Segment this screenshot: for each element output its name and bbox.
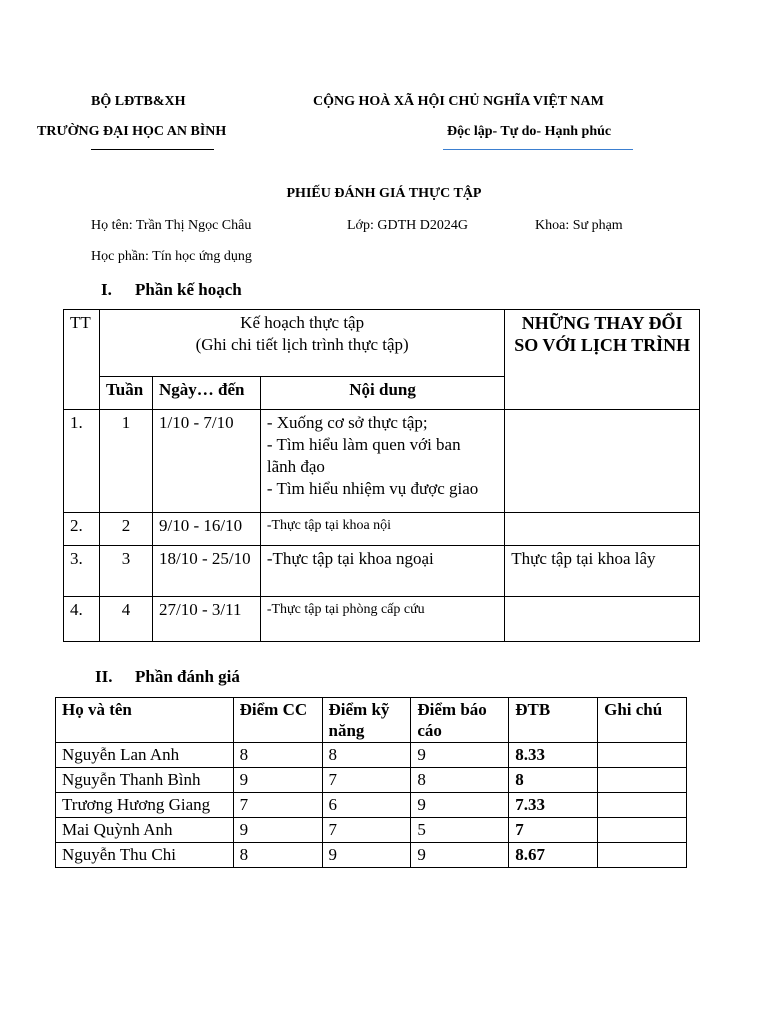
table-row [56,768,687,793]
content-line: lãnh đạo [266,457,325,476]
plan-row-tt: 4. [64,597,100,642]
table-row [56,843,687,868]
section-1-number: I. [101,280,112,299]
eval-report: 5 [411,818,509,843]
plan-row-change [505,513,700,546]
eval-name: Nguyễn Thu Chi [56,843,234,868]
eval-note [598,818,687,843]
plan-row-content: -Thực tập tại khoa ngoại [260,546,504,597]
plan-row-content: -Thực tập tại khoa nội [260,513,504,546]
plan-row-content [260,410,504,513]
eval-skill: 8 [322,743,411,768]
plan-row-week: 1 [99,410,152,513]
eval-report: 8 [411,768,509,793]
eval-note [598,743,687,768]
eval-cc: 8 [233,843,322,868]
university-name: TRƯỜNG ĐẠI HỌC AN BÌNH [37,124,227,139]
eval-skill: 7 [322,818,411,843]
content-line: - Xuống cơ sở thực tập; [266,413,428,432]
plan-title-cell [99,310,504,377]
section-2-number: II. [95,667,113,686]
national-title: CỘNG HOÀ XÃ HỘI CHỦ NGHĨA VIỆT NAM [313,94,604,109]
eval-col-cc: Điểm CC [233,698,322,743]
eval-col-note: Ghi chú [598,698,687,743]
plan-row-week: 4 [99,597,152,642]
eval-cc: 9 [233,818,322,843]
plan-table [63,309,700,642]
eval-average: 7 [509,818,598,843]
eval-cc: 9 [233,768,322,793]
content-line: - Tìm hiểu làm quen với ban [266,435,461,454]
plan-col-content: Nội dung [260,377,504,410]
eval-name: Trương Hương Giang [56,793,234,818]
plan-row-tt: 1. [64,410,100,513]
changes-title-line2: SO VỚI LỊCH TRÌNH [514,335,691,355]
eval-skill: 6 [322,793,411,818]
university-underline [91,149,214,150]
plan-row-change: Thực tập tại khoa lây [505,546,700,597]
table-row [56,818,687,843]
eval-col-report: Điểm báo cáo [411,698,509,743]
plan-row-change [505,410,700,513]
ministry-name: BỘ LĐTB&XH [91,94,186,109]
eval-report: 9 [411,743,509,768]
eval-note [598,843,687,868]
eval-col-skill: Điểm kỹ năng [322,698,411,743]
plan-row-tt: 2. [64,513,100,546]
plan-subtitle: (Ghi chi tiết lịch trình thực tập) [195,335,409,354]
section-1-title: Phần kế hoạch [135,280,242,299]
eval-note [598,768,687,793]
plan-row-date: 9/10 - 16/10 [152,513,260,546]
student-faculty: Khoa: Sư phạm [535,218,623,233]
student-name: Họ tên: Trần Thị Ngọc Châu [91,218,252,233]
plan-row-change [505,597,700,642]
plan-col-date: Ngày… đến [152,377,260,410]
eval-average: 8.67 [509,843,598,868]
table-row [56,743,687,768]
eval-col-name: Họ và tên [56,698,234,743]
plan-row-date: 1/10 - 7/10 [152,410,260,513]
plan-row [64,513,700,546]
plan-row-tt: 3. [64,546,100,597]
plan-header-row [64,310,700,377]
eval-skill: 9 [322,843,411,868]
eval-name: Nguyễn Thanh Bình [56,768,234,793]
national-motto: Độc lập- Tự do- Hạnh phúc [447,124,612,139]
changes-title-line1: NHỮNG THAY ĐỔI [521,313,683,333]
section-2-title: Phần đánh giá [135,667,240,686]
changes-header [505,310,700,410]
plan-row-date: 27/10 - 3/11 [152,597,260,642]
content-line: - Tìm hiểu nhiệm vụ được giao [266,479,479,498]
plan-row [64,410,700,513]
eval-note [598,793,687,818]
eval-header-row [56,698,687,743]
eval-report: 9 [411,793,509,818]
eval-skill: 7 [322,768,411,793]
student-class: Lớp: GDTH D2024G [347,218,468,233]
plan-row-date: 18/10 - 25/10 [152,546,260,597]
plan-col-week: Tuần [99,377,152,410]
eval-average: 8.33 [509,743,598,768]
plan-title: Kế hoạch thực tập [240,313,365,332]
evaluation-table [55,697,687,868]
course-name: Học phần: Tín học ứng dụng [91,249,252,264]
document-title: PHIẾU ĐÁNH GIÁ THỰC TẬP [286,186,482,201]
eval-name: Mai Quỳnh Anh [56,818,234,843]
motto-underline [443,149,633,150]
table-row [56,793,687,818]
eval-average: 8 [509,768,598,793]
plan-row-week: 3 [99,546,152,597]
plan-col-tt: TT [64,310,100,410]
eval-col-average: ĐTB [509,698,598,743]
plan-row-content: -Thực tập tại phòng cấp cứu [260,597,504,642]
plan-row [64,597,700,642]
eval-cc: 7 [233,793,322,818]
eval-report: 9 [411,843,509,868]
plan-row-week: 2 [99,513,152,546]
eval-average: 7.33 [509,793,598,818]
eval-cc: 8 [233,743,322,768]
eval-name: Nguyễn Lan Anh [56,743,234,768]
plan-row [64,546,700,597]
